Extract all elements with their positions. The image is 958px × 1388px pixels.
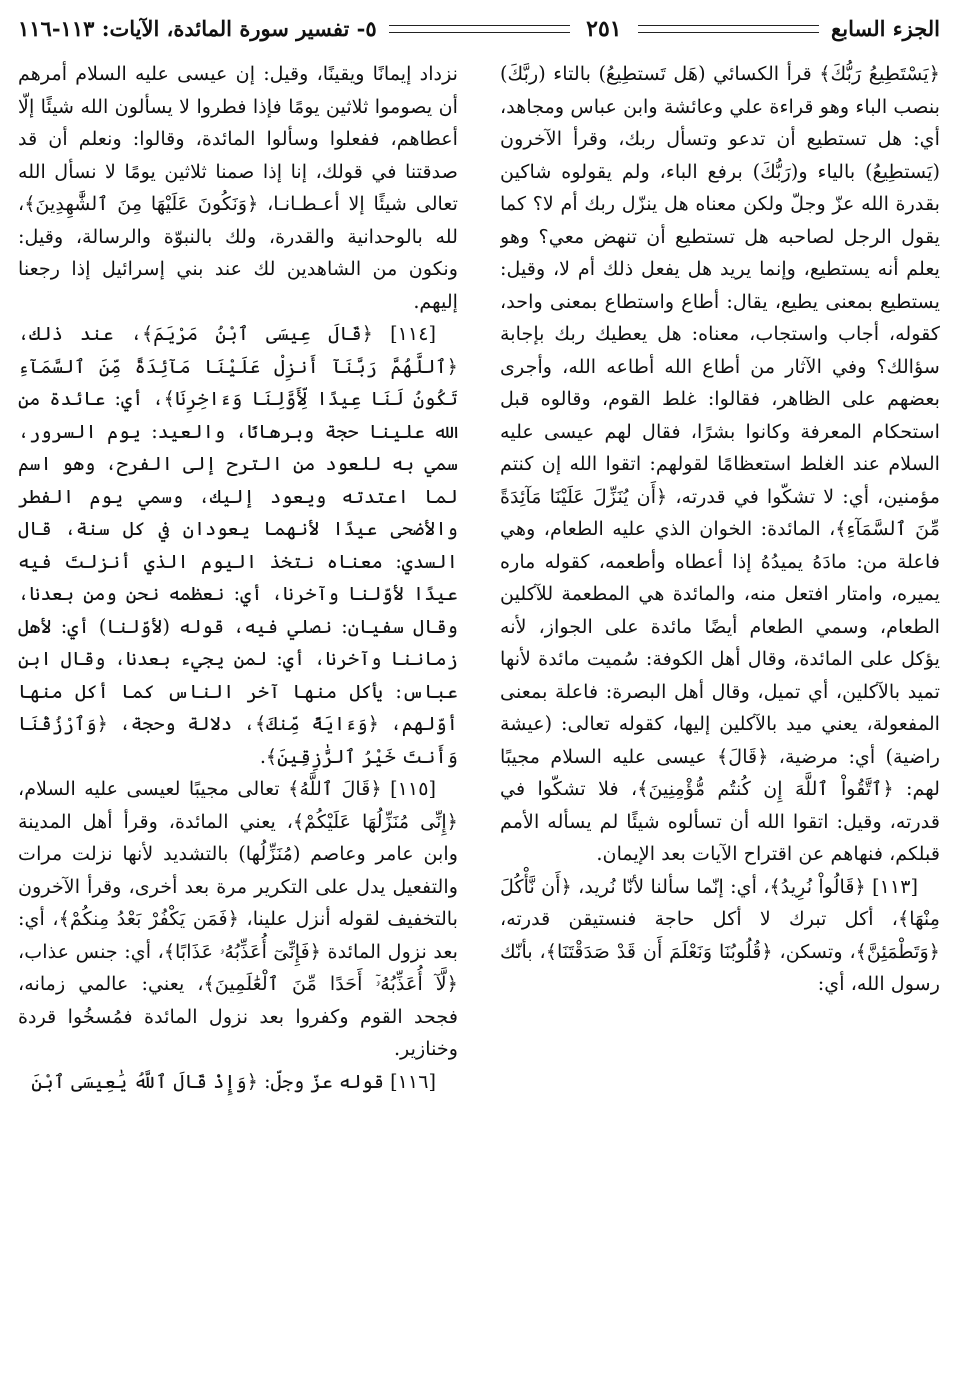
- part-label: الجزء السابع: [831, 16, 940, 41]
- header-rule-left: [389, 25, 570, 33]
- chapter-label: ٥- تفسير سورة المائدة، الآيات: ١١٣-١١٦: [17, 16, 377, 41]
- paragraph: ﴿يَسْتَطِيعُ رَبُّكَ﴾ قرأ الكسائي (هَل تَستطِيعُ) بالتاء (ربَّكَ) بنصب الباء وهو قراءة علي وعائشة وابن عباس ومجاهد، أي: هل تستطيع أن تدعو وتسأل ربك، وقرأ الآخرون (يَستطِيعُ) بالياء و(رَبُّكَ) برفع الباء، ولم يقولوه شاكين بقدرة الله عزّ وجلّ ولكن معناه هل ينزّل ربك أم لا؟ كما يقول الرجل لصاحبه هل تستطيع أن تنهض معي؟ وهو يعلم أنه يستطيع، وإنما يريد هل يفعل ذلك أم لا، وقيل: يستطيع بمعنى يطيع، يقال: أطاع واستطاع بمعنى واحد، كقوله، أجاب واستجاب، معناه: هل يعطيك ربك بإجابة سؤالك؟ وفي الآثار من أطاع الله أطاعه الله، وأجرى بعضهم على الظاهر، فقالوا: غلط القوم، وقالوه قبل استحكام المعرفة وكانوا بشرًا، فقال لهم عيسى عليه السلام عند الغلط استعظامًا لقولهم: اتقوا الله إن كنتم مؤمنين، أي: لا تشكّوا في قدرته، ﴿أَن يُنَزِّلَ عَلَيْنَا مَآئِدَةً مِّنَ ٱلسَّمَآءِ﴾، المائدة: الخوان الذي عليه الطعام، وهي فاعلة من: مادَهُ يميدُهُ إذا أعطاه وأطعمه، كقوله ماره يميره، وامتار افتعل منه، والمائدة هي المطعمة للآكلين الطعام، وسمي الطعام أيضًا مائدة على الجواز، لأنه يؤكل على المائدة، وقال أهل الكوفة: سُميت مائدة لأنها تميد بالآكلين، أي تميل، وقال أهل البصرة: فاعلة بمعنى المفعولة، يعني ميد بالآكلين إليها، كقوله تعالى: (عيشة راضية) أي: مرضية، ﴿قَالَ﴾ عيسى عليه السلام مجيبًا لهم: ﴿ٱتَّقُواْ ٱللَّهَ إِن كُنتُم مُّؤْمِنِينَ﴾، فلا تشكّوا في قدرته، وقيل: اتقوا الله أن تسألوه شيئًا لم يسأله الأمم قبلكم، فنهاهم عن اقتراح الآيات بعد الإيمان.: [500, 62, 940, 865]
- paragraph: [١١٣] ﴿قَالُواْ نُرِيدُ﴾، أي: إنّما سألنا لأنّا نُريد، ﴿أَن نَّأْكُلَ مِنْهَا﴾، أكل تبرك لا أكل حاجة فنستيقن قدرته، ﴿وَتَطْمَئِنَّ﴾، وتسكن، ﴿قُلُوبُنَا وَنَعْلَمَ أَن قَدْ صَدَقْتَنَا﴾، بأنّك رسول الله، أي:: [500, 874, 940, 995]
- paragraph: [١١٥] ﴿قَالَ ٱللَّهُ﴾ تعالى مجيبًا لعيسى عليه السلام، ﴿إِنِّى مُنَزِّلُهَا عَلَيْكُمْ﴾، يعني المائدة، وقرأ أهل المدينة وابن عامر وعاصم (مُنَزِّلُها) بالتشديد لأنها نزلت مرات والتفعيل يدل على التكرير مرة بعد أخرى، وقرأ الآخرون بالتخفيف لقوله أنزل علينا، ﴿فَمَن يَكْفُرْ بَعْدُ مِنكُمْ﴾، أي: بعد نزول المائدة ﴿فَإِنِّىٓ أُعَذِّبُهُۥ عَذَابًا﴾، أي: جنس عذاب، ﴿لَّآ أُعَذِّبُهُۥٓ أَحَدًا مِّنَ ٱلْعَٰلَمِينَ﴾، يعني: عالمي زمانه، فجحد القوم وكفروا بعد نزول المائدة فمُسخُوا قردة وخنازير.: [18, 777, 458, 1060]
- column-left: [18, 58, 458, 1378]
- page-header: [18, 12, 940, 46]
- paragraph: [١١٤] ﴿قَالَ عِيسَى ٱبْنُ مَرْيَمَ﴾، عند ذلك، ﴿ٱللَّهُمَّ رَبَّنَآ أَنزِلْ عَلَيْنَا مَآئِدَةً مِّنَ ٱلسَّمَآءِ تَكُونُ لَنَا عِيدًا لِّأَوَّلِنَا وَءَاخِرِنَا﴾، أي: عائدة من الله علينا حجة وبرهانًا، والعيد: يوم السرور، سمي به للعود من الترح إلى الفرح، وهو اسم لما اعتدته ويعود إليك، وسمي يوم الفطر والأضحى عيدًا لأنهما يعودان في كل سنة، قال السدي: معناه نتخذ اليوم الذي أنزلتَ فيه عيدًا لأوّلنا وآخرنا، أي: نعظمه نحن ومن بعدنا، وقال سفيان: نصلي فيه، قوله (لأوّلنا) أي: لأهل زماننا وآخرنا، أي: لمن يجيء بعدنا، وقال ابن عباس: يأكل منها آخر الناس كما أكل منها أوّلهم، ﴿وَءَايَةً مِّنكَ﴾، دلالة وحجة، ﴿وَٱرْزُقْنَا وَأَنتَ خَيْرُ ٱلرَّٰزِقِينَ﴾.: [18, 322, 458, 768]
- header-rule-right: [638, 25, 819, 33]
- text-columns: [18, 58, 940, 1378]
- book-page: [18, 12, 940, 1378]
- page-number: ٢٥١: [586, 16, 622, 42]
- paragraph: [١١٦] قوله عزّ وجلّ: ﴿وَإِذْ قَالَ ٱللَّهُ يَٰعِيسَى ٱبْنَ: [31, 1069, 436, 1093]
- paragraph: نزداد إيمانًا ويقينًا، وقيل: إن عيسى عليه السلام أمرهم أن يصوموا ثلاثين يومًا فإذا فطروا لا يسألون الله شيئًا إلّا أعطاهم، ففعلوا وسألوا المائدة، وقالوا: ونعلم أن قد صدقتنا في قولك، إنا إذا صمنا ثلاثين يومًا لا نسأل الله تعالى شيئًا إلا أعـطـانـا، ﴿وَنَكُونَ عَلَيْهَا مِنَ ٱلشَّٰهِدِينَ﴾، لله بالوحدانية والقدرة، ولك بالنبوّة والرسالة، وقيل: ونكون من الشاهدين لك عند بني إسرائيل إذا رجعنا إليهم.: [18, 62, 458, 313]
- column-right: [500, 58, 940, 1378]
